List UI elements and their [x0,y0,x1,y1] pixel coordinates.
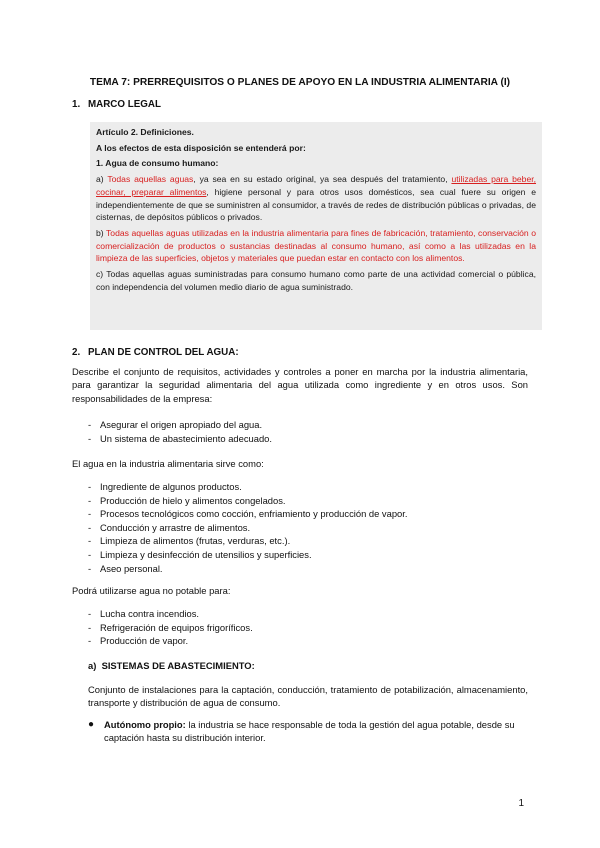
highlight-text: Todas aquellas aguas [107,174,194,185]
list-item: - Limpieza y desinfección de utensilios y superficies. [88,548,407,562]
responsibilities-list [88,418,272,445]
uses-list [88,480,407,575]
page-number: 1 [518,798,524,809]
subsection-label: a) [88,660,97,671]
article-intro: A los efectos de esta disposición se entenderá por: [96,142,306,153]
list-item: - Lucha contra incendios. [88,607,253,621]
definition-b: b) Todas aquellas aguas utilizadas en la industria alimentaria para fines de fabricación, tratamiento, conservación o comercialización de productos o sustancias destinadas al consumo humano, así como a las utilizadas en la limpieza de las superficies, objetos y materiales que puedan estar en contacto con los alimentos. [96,228,536,264]
bullet-icon: ● [88,719,95,730]
bullet-autonomo-propio [88,718,528,745]
paragraph-abastecimiento: Conjunto de instalaciones para la captación, conducción, tratamiento de potabilización, almacenamiento, transporte y distribución de agua de consumo. [88,684,528,709]
document-title: TEMA 7: PRERREQUISITOS O PLANES DE APOYO EN LA INDUSTRIA ALIMENTARIA (I) [89,77,511,88]
highlight-text: Todas aquellas aguas utilizadas en la industria alimentaria para fines de fabricación, tratamiento, conservación o comercialización de productos o sustancias destinadas al consumo humano, así como a las utilizadas en la limpieza de las superficies, objetos y materiales que puedan estar en contacto con los alimentos. [96,228,536,264]
list-item: - Ingrediente de algunos productos. [88,480,407,494]
section-title: MARCO LEGAL [88,99,161,110]
subsection-title: SISTEMAS DE ABASTECIMIENTO: [101,660,255,671]
paragraph-uses-intro: El agua en la industria alimentaria sirve como: [72,458,264,469]
section-heading-plan-control [72,346,239,360]
article-heading: Artículo 2. Definiciones. [96,127,194,137]
list-item: - Producción de vapor. [88,634,253,648]
bullet-text: la industria se hace responsable de toda la gestión del agua potable, desde su captación hasta su distribución interior. [104,719,515,744]
subsection-heading-abastecimiento [88,659,255,672]
paragraph-nonpotable-intro: Podrá utilizarse agua no potable para: [72,585,231,596]
list-item: - Un sistema de abastecimiento adecuado. [88,432,272,446]
definition-c: c) Todas aquellas aguas suministradas para consumo humano como parte de una actividad comercial o pública, con independencia del volumen medio diario de agua suministrado. [96,269,536,292]
bullet-term: Autónomo propio: [104,719,186,730]
list-item: - Limpieza de alimentos (frutas, verduras, etc.). [88,534,407,548]
highlight-text: utilizadas para beber, cocinar, preparar alimentos [96,174,537,197]
paragraph-description: Describe el conjunto de requisitos, actividades y controles a poner en marcha por la industria alimentaria, para garantizar la seguridad alimentaria del agua utilizada como ingrediente y en otros usos. Son responsabilidades de la empresa: [72,366,528,404]
list-item: - Refrigeración de equipos frigoríficos. [88,621,253,635]
legal-excerpt-image [90,122,542,330]
list-item: - Procesos tecnológicos como cocción, enfriamiento y producción de vapor. [88,507,407,521]
list-item: - Asegurar el origen apropiado del agua. [88,418,272,432]
section-title: PLAN DE CONTROL DEL AGUA: [88,347,239,358]
section-number: 1. [72,99,81,110]
list-item: - Conducción y arrastre de alimentos. [88,521,407,535]
definition-a: a) Todas aquellas aguas, ya sea en su estado original, ya sea después del tratamiento, utilizadas para beber, cocinar, preparar alimentos, higiene personal y para otros usos domésticos, sea cual fuere su origen e independientemente de que se suministren al consumidor, a través de redes de distribución públicas o privadas, de cisternas, de depósitos públicos o privados. [96,174,537,223]
section-number: 2. [72,347,81,358]
list-item: - Producción de hielo y alimentos congelados. [88,494,407,508]
nonpotable-list [88,607,253,648]
definition-heading: 1. Agua de consumo humano: [96,158,219,169]
list-item: - Aseo personal. [88,562,407,576]
section-heading-marco-legal [72,98,161,112]
